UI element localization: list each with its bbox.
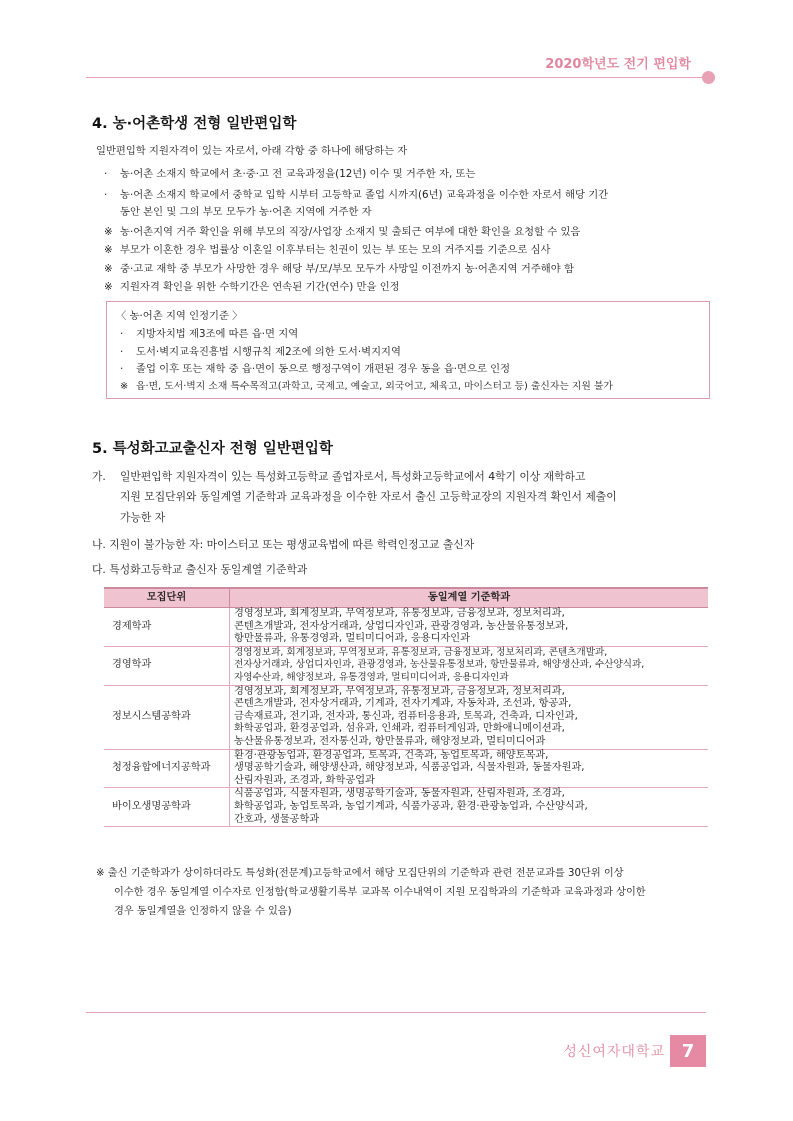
table-header-row xyxy=(104,588,708,608)
bullet-mark: · xyxy=(104,189,108,201)
note-mark: ※ xyxy=(104,281,113,293)
row-departments xyxy=(230,749,709,788)
section-5-note-line-1: ※ 출신 기준학과가 상이하더라도 특성화(전문계)고등학교에서 해당 모집단위의 기준학과 관련 전문교과를 30단위 이상 xyxy=(96,868,624,879)
item-text: 지방자치법 제3조에 따른 읍·면 지역 xyxy=(136,328,299,340)
section-5-na: 나. 지원이 불가능한 자: 마이스터고 또는 평생교육법에 따른 학력인정고교 출신자 xyxy=(92,538,475,551)
section-4-note-2 xyxy=(104,243,550,258)
box-note xyxy=(120,379,613,394)
section-4-intro: 일반편입학 지원자격이 있는 자로서, 아래 각항 중 하나에 해당하는 자 xyxy=(96,145,408,157)
note-text: 농·어촌지역 거주 확인을 위해 부모의 직장/사업장 소재지 및 출퇴근 여부에 대한 확인을 요청할 수 있음 xyxy=(120,226,581,238)
dept-line: 전자상거래과, 상업디자인과, 관광경영과, 농산물유통정보과, 항만물류과, 해양생산과, 수산양식과, xyxy=(234,659,645,671)
section-5-ga-line-1: 일반편입학 지원자격이 있는 특성화고등학교 졸업자로서, 특성화고등학교에서 4학기 이상 재학하고 xyxy=(120,470,586,483)
note-mark: ※ xyxy=(104,226,113,238)
note-text: 부모가 이혼한 경우 법률상 이혼일 이후부터는 친권이 있는 부 또는 모의 거주지를 기준으로 심사 xyxy=(120,244,551,256)
item-text: 도서·벽지교육진흥법 시행규칙 제2조에 의한 도서·벽지지역 xyxy=(136,346,401,358)
dept-line: 콘텐츠개발과, 전자상거래과, 기계과, 전자기계과, 자동차과, 조선과, 항공과, xyxy=(234,698,572,710)
bullet-mark: · xyxy=(120,346,124,358)
footer-divider xyxy=(86,1012,706,1013)
header-divider xyxy=(86,77,706,78)
bullet-mark: · xyxy=(104,168,108,180)
section-4-note-3 xyxy=(104,262,574,277)
box-item-3 xyxy=(120,362,510,377)
dept-line: 경영정보과, 회계정보과, 무역정보과, 유통정보과, 금융정보과, 정보처리과, xyxy=(234,608,565,619)
note-text: 읍·면, 도서·벽지 소재 특수목적고(과학고, 국제고, 예술고, 외국어고, 체육고, 마이스터고 등) 출신자는 지원 불가 xyxy=(136,381,613,392)
bullet-mark: · xyxy=(120,328,124,340)
item-text: 농·어촌 소재지 학교에서 중학교 입학 시부터 고등학교 졸업 시까지(6년) 교육과정을 이수한 자로서 해당 기간 xyxy=(120,189,609,201)
dept-line: 금속재료과, 전기과, 전자과, 통신과, 컴퓨터응용과, 토목과, 건축과, 디자인과, xyxy=(234,710,578,722)
section-5-da: 다. 특성화고등학교 출신자 동일계열 기준학과 xyxy=(92,563,308,576)
table-row xyxy=(104,749,708,788)
table-row xyxy=(104,608,708,647)
dept-line: 생명공학기술과, 해양생산과, 해양정보과, 식품공업과, 식물자원과, 동물자원과, xyxy=(234,762,585,774)
note-mark: ※ xyxy=(120,381,129,392)
dept-line: 농산물유통정보과, 전자통신과, 항만물류과, 해양정보과, 멀티미디어과 xyxy=(234,735,546,747)
running-header-title: 2020학년도 전기 편입학 xyxy=(545,57,691,72)
section-4-title: 4. 농·어촌학생 전형 일반편입학 xyxy=(92,116,297,132)
dept-line: 화학공업과, 농업토목과, 농업기계과, 식품가공과, 환경·관광농업과, 수산양식과, xyxy=(234,800,588,812)
section-4-item-1 xyxy=(104,167,475,182)
section-5-title: 5. 특성화고교출신자 전형 일반편입학 xyxy=(92,441,333,457)
dept-line: 경영정보과, 회계정보과, 무역정보과, 유통정보과, 금융정보과, 정보처리과, xyxy=(234,685,565,697)
row-unit: 경제학과 xyxy=(104,608,230,647)
row-unit: 바이오생명공학과 xyxy=(104,788,230,827)
section-5-ga-line-3: 가능한 자 xyxy=(120,511,166,524)
footer-school-name: 성신여자대학교 xyxy=(563,1044,665,1060)
box-item-2 xyxy=(120,345,401,360)
box-title: 〈 농·어촌 지역 인정기준 〉 xyxy=(116,310,243,322)
row-departments xyxy=(230,788,709,827)
bullet-mark: · xyxy=(120,363,124,375)
row-departments xyxy=(230,685,709,749)
section-5-note-line-3: 경우 동일계열을 인정하지 않을 수 있음) xyxy=(114,906,292,917)
item-text: 졸업 이후 또는 재학 중 읍·면이 동으로 행정구역이 개편된 경우 동을 읍·면으로 인정 xyxy=(136,363,511,375)
section-4-item-2 xyxy=(104,188,608,203)
dept-line: 자영수산과, 해양정보과, 유통경영과, 멀티미디어과, 응용디자인과 xyxy=(234,671,509,683)
header-dot-ornament xyxy=(702,71,715,84)
row-departments xyxy=(230,646,709,685)
note-mark: ※ xyxy=(104,263,113,275)
dept-line: 경영정보과, 회계정보과, 무역정보과, 유통정보과, 금융정보과, 정보처리과, 콘텐츠개발과, xyxy=(234,646,608,658)
note-text: 지원자격 확인을 위한 수학기간은 연속된 기간(연수) 만을 인정 xyxy=(120,281,400,293)
row-departments xyxy=(230,608,709,647)
section-5-note-line-2: 이수한 경우 동일계열 이수자로 인정함(학교생활기록부 교과목 이수내역이 지원 모집학과의 기준학과 교육과정과 상이한 xyxy=(114,887,646,898)
page-number: 7 xyxy=(670,1035,706,1067)
col-header-unit: 모집단위 xyxy=(104,588,230,608)
dept-line: 간호과, 생물공학과 xyxy=(234,813,320,825)
criteria-department-table xyxy=(104,587,708,827)
row-unit: 청정융합에너지공학과 xyxy=(104,749,230,788)
note-mark: ※ xyxy=(104,244,113,256)
box-item-1 xyxy=(120,327,298,342)
section-5-ga-line-2: 지원 모집단위와 동일계열 기준학과 교육과정을 이수한 자로서 출신 고등학교장의 지원자격 확인서 제출이 xyxy=(120,490,617,503)
section-4-item-2-cont: 동안 본인 및 그의 부모 모두가 농·어촌 지역에 거주한 자 xyxy=(120,206,372,218)
dept-line: 산림자원과, 조경과, 화학공업과 xyxy=(234,774,375,786)
dept-line: 화학공업과, 환경공업과, 섬유과, 인쇄과, 컴퓨터게임과, 만화애니메이션과, xyxy=(234,723,565,735)
dept-line: 콘텐츠개발과, 전자상거래과, 상업디자인과, 관광경영과, 농산물유통정보과, xyxy=(234,620,569,632)
note-text: 중·고교 재학 중 부모가 사망한 경우 해당 부/모/부모 모두가 사망일 이전까지 농·어촌지역 거주해야 함 xyxy=(120,263,574,275)
section-5-ga-mark: 가. xyxy=(92,470,106,483)
dept-line: 환경·관광농업과, 환경공업과, 토목과, 건축과, 농업토목과, 해양토목과, xyxy=(234,749,549,761)
dept-line: 항만물류과, 유통경영과, 멀티미디어과, 응용디자인과 xyxy=(234,633,470,645)
section-4-note-4 xyxy=(104,280,400,295)
section-4-note-1 xyxy=(104,225,580,240)
dept-line: 식품공업과, 식물자원과, 생명공학기술과, 동물자원과, 산림자원과, 조경과, xyxy=(234,788,565,800)
table-row xyxy=(104,788,708,827)
row-unit: 정보시스템공학과 xyxy=(104,685,230,749)
row-unit: 경영학과 xyxy=(104,646,230,685)
item-text: 농·어촌 소재지 학교에서 초·중·고 전 교육과정을(12년) 이수 및 거주한 자, 또는 xyxy=(120,168,476,180)
table-row xyxy=(104,685,708,749)
col-header-departments: 동일계열 기준학과 xyxy=(230,588,709,608)
table-row xyxy=(104,646,708,685)
